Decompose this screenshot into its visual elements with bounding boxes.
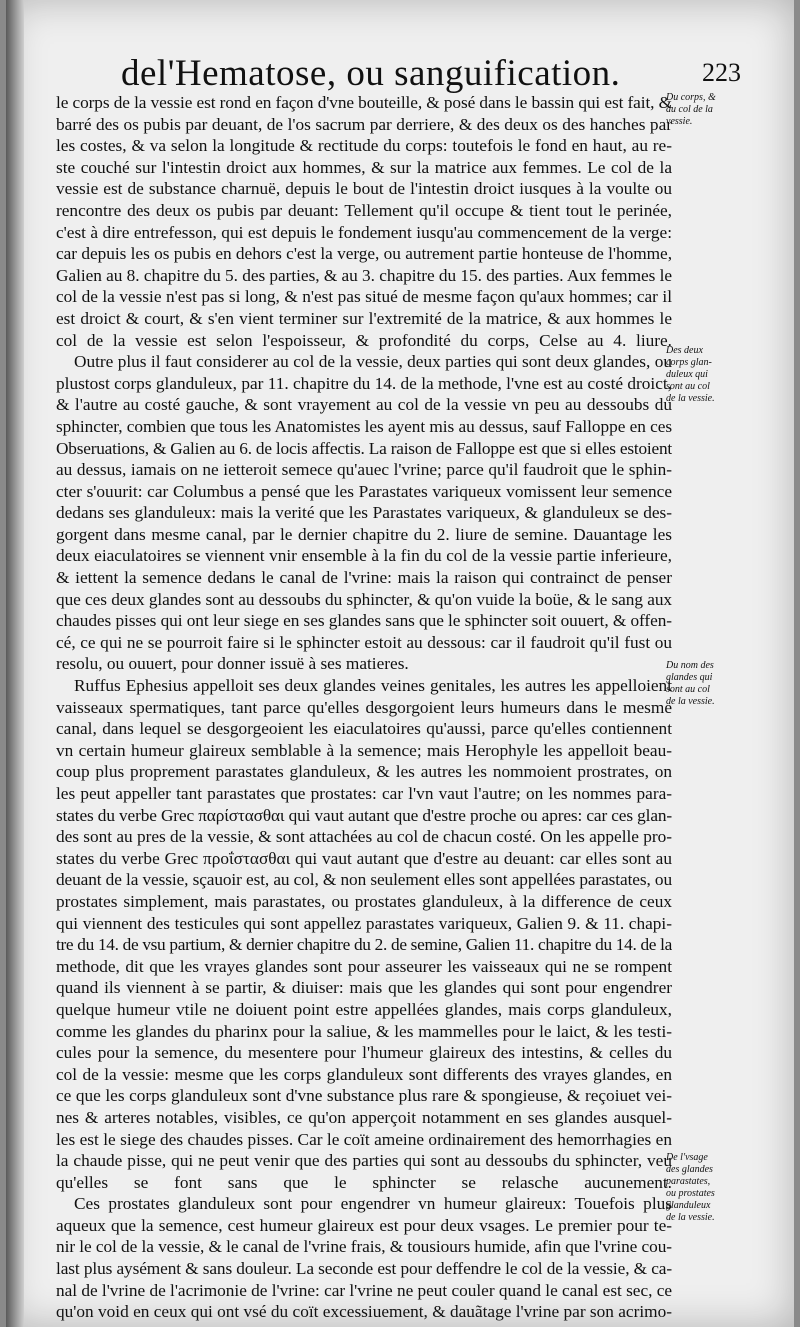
- text-line: states du verbe Grec προΐστασθαι qui vaut autant que d'estre au deuant: car elles sont au: [56, 848, 672, 868]
- text-line: est droict & court, & s'en vient terminer sur l'extremité de la matrice, & aux hommes le: [56, 308, 672, 328]
- margin-note-line: duleux qui: [666, 369, 708, 380]
- page-number: 223: [702, 58, 741, 87]
- margin-note-line: ou prostates: [666, 1188, 715, 1199]
- text-line: qu'on void en ceux qui ont vsé du coït excessiuement, & dauãtage l'vrine par son acrimo-: [56, 1302, 672, 1322]
- text-line: qui viennent des testicules qui sont appellez parastates variqueux, Galien 9. & 11. chapi-: [56, 913, 672, 933]
- text-line: dedans ses glanduleux: mais la verité que les Parastates variqueux, & glanduleux se des-: [56, 503, 672, 523]
- text-line: sphincter, combien que tous les Anatomistes les ayent mis au dessus, sauf Falloppe en ces: [56, 416, 672, 436]
- text-line: states du verbe Grec παρίστασθαι qui vaut autant que d'estre proche ou apres: car ces glan-: [56, 805, 672, 825]
- text-line: ste couché sur l'intestin droict aux hommes, & sur la matrice aux femmes. Le col de la: [56, 157, 672, 177]
- book-page: [6, 0, 794, 1327]
- margin-note-line: parastates,: [666, 1176, 711, 1187]
- text-line: Outre plus il faut considerer au col de la vessie, deux parties qui sont deux glandes, ou: [74, 352, 672, 372]
- margin-note-line: Du corps, &: [666, 92, 716, 103]
- text-line: les est le siege des chaudes pisses. Car le coït ameine ordinairement des hemorrhagies en: [56, 1129, 672, 1149]
- text-line: nes & arteres notables, visibles, ce qu'on apperçoit notamment en ses glandes ausquel-: [56, 1107, 672, 1127]
- text-line: quelque humeur vtile ne doiuent point estre appellées glandes, mais corps glanduleux,: [56, 999, 672, 1019]
- text-line: prostates simplement, mais parastates, ou prostates glanduleux, à la difference de ceux: [56, 891, 672, 911]
- text-line: barré des os pubis par deuant, de l'os sacrum par derriere, & des deux os des hanches par: [56, 114, 672, 134]
- text-line: last plus aysément & sans douleur. La seconde est pour deffendre le col de la vessie, & ca-: [56, 1259, 672, 1279]
- margin-note-line: des glandes: [666, 1164, 713, 1175]
- margin-note-line: glanduleux: [666, 1200, 711, 1211]
- margin-note-corps-col: [666, 92, 746, 128]
- text-line: resolu, ou ouuert, pour donner issuë à ses matieres.: [56, 654, 409, 674]
- text-line: tre du 14. de vsu partium, & dernier chapitre du 2. de semine, Galien 11. chapitre du 14. de la: [56, 935, 672, 955]
- text-line: deux eiaculatoires se viennent vnir ensemble à la fin du col de la vessie partie inferieure,: [56, 546, 672, 566]
- text-line: vaisseaux spermatiques, tant parce qu'elles desgorgoient leurs humeurs dans le mesme: [56, 697, 672, 717]
- margin-note-line: de la vessie.: [666, 696, 715, 707]
- margin-note-line: sont au col: [666, 381, 710, 392]
- text-line: & l'autre au costé gauche, & sont vrayement au col de la vessie vn peu au dessoubs du: [56, 395, 672, 415]
- text-line: Galien au 8. chapitre du 5. des parties, & au 3. chapitre du 15. des parties. Aux femmes le: [56, 265, 672, 285]
- margin-note-usage-glandes: [666, 1152, 746, 1224]
- page-gutter-shadow: [6, 0, 24, 1327]
- text-line: que ces deux glandes sont au dessoubs du sphincter, & qu'on vuide la boüe, & le sang aux: [56, 589, 672, 609]
- text-line: les costes, & va selon la longitude & rectitude du corps: toutefois le fond en haut, au re-: [56, 136, 672, 156]
- body-text: [56, 92, 672, 1323]
- text-line: Ces prostates glanduleux sont pour engendrer vn humeur glaireux: Touefois plus: [74, 1194, 672, 1214]
- margin-note-line: de la vessie.: [666, 1212, 715, 1223]
- text-line: qu'elles se font sans que le sphincter se relasche aucunement.: [56, 1172, 672, 1192]
- text-line: quand ils viennent à se partir, & diuiser: mais que les glandes qui sont pour engendrer: [56, 978, 672, 998]
- text-line: cé, ce qui ne se pourroit faire si le sphincter estoit au dessous: car il faudroit qu'il fust ou: [56, 632, 672, 652]
- text-line: coup plus proprement parastates glanduleux, & les autres les nommoient prostrates, on: [56, 762, 672, 782]
- text-line: deuant de la vessie, sçauoir est, au col, & non seulement elles sont appellées parastates, ou: [56, 870, 672, 890]
- margin-note-line: glandes qui: [666, 672, 713, 683]
- text-line: ce que les corps glanduleux sont d'vne substance plus rare & spongieuse, & reçoiuet vei-: [56, 1086, 672, 1106]
- text-line: methode, dit que les vrayes glandes sont pour asseurer les vaisseaux qui ne se rompent: [56, 956, 672, 976]
- margin-note-nom-glandes: [666, 660, 746, 708]
- text-line: vn certain humeur glaireux semblable à la semence; mais Herophyle les appelloit beau-: [56, 740, 672, 760]
- text-line: vessie est de substance charnuë, depuis le bout de l'intestin droict iusques à la voulte ou: [56, 179, 672, 199]
- text-line: canal, dans lequel se desgorgeoient les eiaculatoires qu'aussi, parce qu'elles contiennent: [56, 719, 672, 739]
- margin-note-line: sont au col: [666, 684, 710, 695]
- text-line: le corps de la vessie est rond en façon d'vne bouteille, & posé dans le bassin qui est fait, &: [56, 93, 672, 112]
- margin-note-line: corps glan-: [666, 357, 712, 368]
- margin-note-line: vessie.: [666, 116, 693, 127]
- text-line: Obseruations, & Galien au 6. de locis affectis. La raison de Falloppe est que si elles estoient: [56, 438, 672, 458]
- margin-note-deux-corps: [666, 345, 746, 405]
- text-line: cules pour la semence, du mesentere pour l'humeur glaireux des intestins, & celles du: [56, 1043, 672, 1063]
- text-line: gorgent dans mesme canal, par le dernier chapitre du 2. liure de semine. Dauantage les: [56, 524, 672, 544]
- text-line: cter s'ouurit: car Columbus a pensé que les Parastates variqueux vomissent leur semence: [56, 481, 672, 501]
- text-line: comme les glandes du pharinx pour la saliue, & les mammelles pour le laict, & les testi-: [56, 1021, 672, 1041]
- text-line: chaudes pisses qui ont leur siege en ses glandes sans que le sphincter soit ouuert, & offen-: [56, 611, 672, 631]
- text-line: aqueux que la semence, cest humeur glaireux est pour deux vsages. Le premier pour te-: [56, 1215, 672, 1235]
- text-line: Ruffus Ephesius appelloit ses deux glandes veines genitales, les autres les appelloient: [74, 676, 672, 696]
- margin-note-line: De l'vsage: [666, 1152, 708, 1163]
- text-line: plustost corps glanduleux, par 11. chapitre du 14. de la methode, l'vne est au costé droict,: [56, 373, 672, 393]
- text-line: & iettent la semence dedans le canal de l'vrine: mais la raison qui contrainct de penser: [56, 568, 672, 588]
- text-line: col de la vessie est selon l'espoisseur, & profondité du corps, Celse au 4. liure.: [56, 330, 672, 350]
- text-line: les peut appeller tant parastates que prostates: car l'vn vaut l'autre; on les nommes para-: [56, 784, 672, 803]
- text-line: c'est à dire entrefesson, qui est depuis le fondement iusqu'au commencement de la verge:: [56, 222, 672, 242]
- text-line: nal de l'vrine de l'acrimonie de l'vrine: car l'vrine ne peut couler quand le canal est sec, ce: [56, 1280, 672, 1300]
- text-line: car depuis les os pubis en dehors c'est la verge, ou autrement partie honteuse de l'homme,: [56, 244, 672, 264]
- margin-note-line: du col de la: [666, 104, 713, 115]
- text-line: au dessus, iamais on ne ietteroit semece qu'auec l'vrine; parce qu'il faudroit que le sphin-: [56, 460, 672, 480]
- text-line: des sont au pres de la vessie, & sont attachées au col de chacun costé. On les appelle pro-: [56, 827, 672, 847]
- text-line: rencontre des deux os pubis par deuant: Tellement qu'il occupe & tient tout le perinée,: [56, 200, 672, 220]
- text-line: nir le col de la vessie, & le canal de l'vrine frais, & tousiours humide, afin que l'vrine cou-: [56, 1237, 672, 1257]
- text-line: col de la vessie: mesme que les corps glanduleux sont differents des vrayes glandes, en: [56, 1064, 672, 1084]
- text-line: la chaude pisse, qui ne peut venir que des parties qui sont au dessoubs du sphincter, veu: [56, 1151, 672, 1171]
- running-title: del'Hematose, ou sanguification.: [121, 53, 621, 94]
- margin-note-line: Des deux: [666, 345, 703, 356]
- text-line: col de la vessie n'est pas si long, & n'est pas situé de mesme façon qu'aux hommes; car il: [56, 287, 672, 307]
- margin-note-line: de la vessie.: [666, 393, 715, 404]
- margin-note-line: Du nom des: [666, 660, 714, 671]
